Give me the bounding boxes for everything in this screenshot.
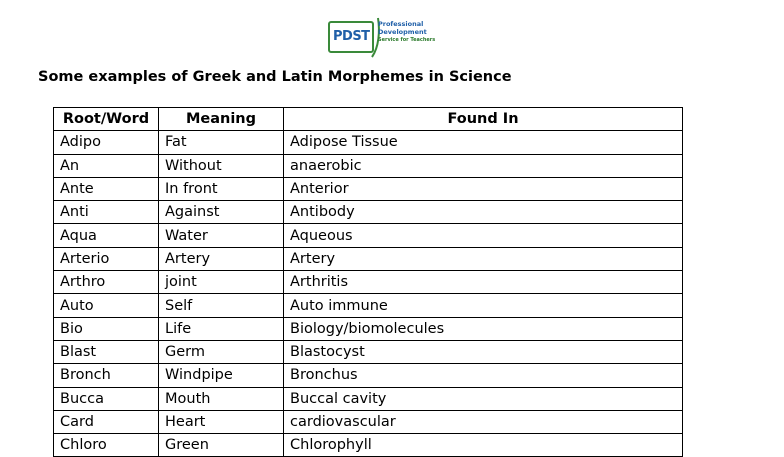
cell-meaning: In front: [159, 177, 284, 200]
table-row: [54, 434, 683, 457]
header-found-in: Found In: [284, 108, 683, 131]
cell-root-word: Bronch: [54, 364, 159, 387]
cell-found-in: cardiovascular: [284, 410, 683, 433]
cell-root-word: Aqua: [54, 224, 159, 247]
logo-line-3: Service for Teachers: [378, 37, 436, 43]
table-row: [54, 340, 683, 363]
cell-found-in: anaerobic: [284, 154, 683, 177]
table-body: [54, 131, 683, 457]
cell-found-in: Biology/biomolecules: [284, 317, 683, 340]
cell-root-word: Bucca: [54, 387, 159, 410]
table-row: [54, 317, 683, 340]
cell-root-word: Auto: [54, 294, 159, 317]
logo-badge: [328, 21, 374, 53]
table-row: [54, 364, 683, 387]
cell-found-in: Buccal cavity: [284, 387, 683, 410]
header-meaning: Meaning: [159, 108, 284, 131]
cell-meaning: Mouth: [159, 387, 284, 410]
cell-root-word: Arterio: [54, 247, 159, 270]
cell-found-in: Adipose Tissue: [284, 131, 683, 154]
table-row: [54, 271, 683, 294]
header-root-word: Root/Word: [54, 108, 159, 131]
table-row: [54, 410, 683, 433]
table-row: [54, 201, 683, 224]
logo-mark: PDST: [333, 29, 370, 44]
cell-found-in: Artery: [284, 247, 683, 270]
cell-meaning: Windpipe: [159, 364, 284, 387]
cell-found-in: Arthritis: [284, 271, 683, 294]
logo-text: [378, 20, 435, 44]
cell-root-word: Arthro: [54, 271, 159, 294]
morphemes-table: [53, 107, 683, 457]
table-row: [54, 224, 683, 247]
cell-found-in: Aqueous: [284, 224, 683, 247]
cell-found-in: Anterior: [284, 177, 683, 200]
table-row: [54, 177, 683, 200]
cell-meaning: Life: [159, 317, 284, 340]
pdst-logo: [328, 17, 440, 59]
cell-meaning: Germ: [159, 340, 284, 363]
cell-root-word: An: [54, 154, 159, 177]
cell-meaning: Water: [159, 224, 284, 247]
cell-meaning: Fat: [159, 131, 284, 154]
cell-meaning: Heart: [159, 410, 284, 433]
cell-meaning: Against: [159, 201, 284, 224]
cell-meaning: Without: [159, 154, 284, 177]
page-heading: Some examples of Greek and Latin Morphemes in Science: [38, 69, 512, 85]
cell-meaning: Green: [159, 434, 284, 457]
cell-root-word: Ante: [54, 177, 159, 200]
cell-found-in: Blastocyst: [284, 340, 683, 363]
cell-found-in: Auto immune: [284, 294, 683, 317]
cell-root-word: Card: [54, 410, 159, 433]
table-header-row: [54, 108, 683, 131]
logo-line-2: Development: [378, 28, 427, 36]
cell-root-word: Chloro: [54, 434, 159, 457]
cell-root-word: Bio: [54, 317, 159, 340]
cell-found-in: Bronchus: [284, 364, 683, 387]
cell-root-word: Blast: [54, 340, 159, 363]
table-row: [54, 247, 683, 270]
table-row: [54, 294, 683, 317]
cell-root-word: Adipo: [54, 131, 159, 154]
cell-meaning: Artery: [159, 247, 284, 270]
table-row: [54, 131, 683, 154]
cell-meaning: joint: [159, 271, 284, 294]
table-row: [54, 154, 683, 177]
cell-found-in: Chlorophyll: [284, 434, 683, 457]
logo-line-1: Professional: [378, 20, 424, 28]
table-row: [54, 387, 683, 410]
cell-meaning: Self: [159, 294, 284, 317]
cell-found-in: Antibody: [284, 201, 683, 224]
cell-root-word: Anti: [54, 201, 159, 224]
